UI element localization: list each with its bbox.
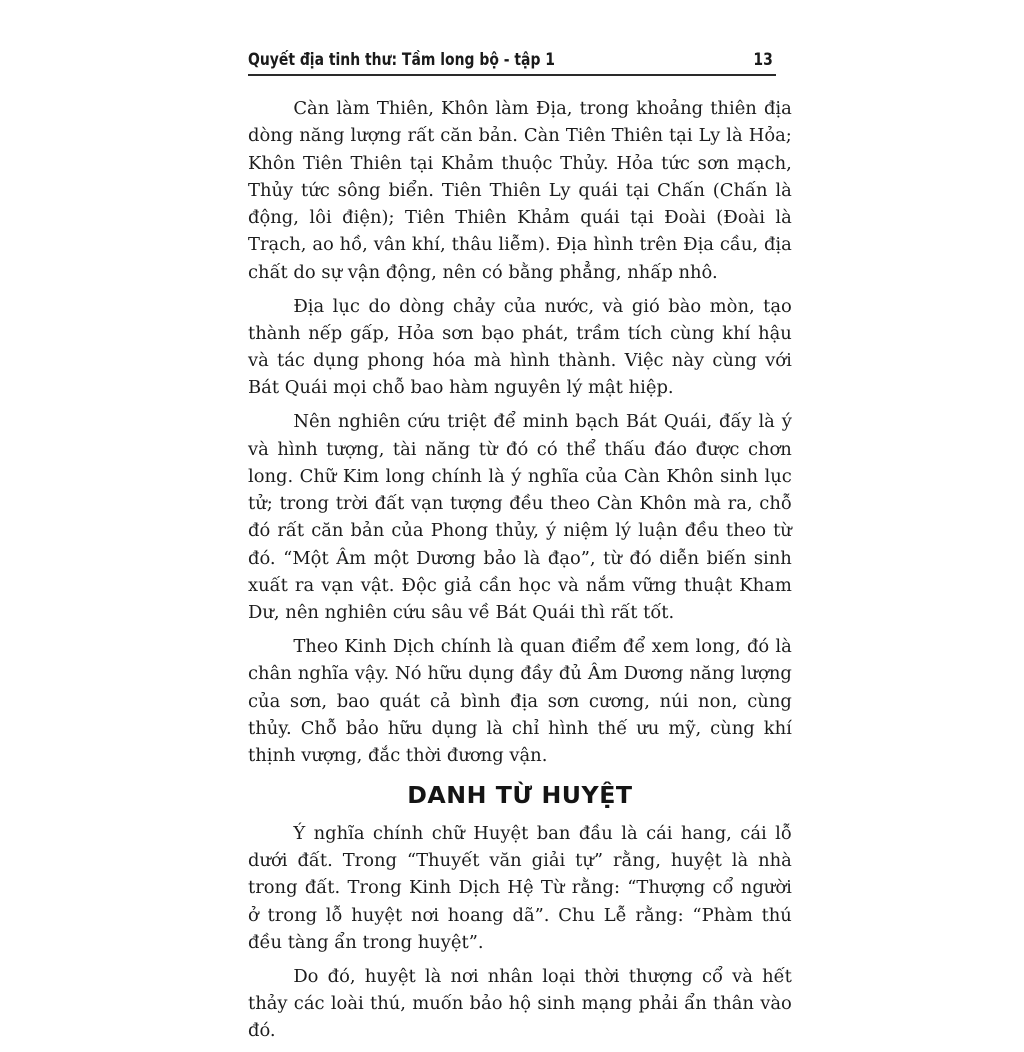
page-number: 13 <box>753 50 773 70</box>
book-title: Quyết địa tinh thư: Tầm long bộ - tập 1 <box>248 50 555 70</box>
paragraph: Do đó, huyệt là nơi nhân loại thời thượng cổ và hết thảy các loài thú, muốn bảo hộ sinh mạng phải ẩn thân vào đó. <box>248 966 792 1042</box>
paragraph: Nên nghiên cứu triệt để minh bạch Bát Quái, đấy là ý và hình tượng, tài năng từ đó có thể thấu đáo được chơn long. Chữ Kim long chính là ý nghĩa của Càn Khôn sinh lục tử; trong trời đất vạn tượng đều theo Càn Khôn mà ra, chỗ đó rất căn bản của Phong thủy, ý niệm lý luận đều theo từ đó. “Một Âm một Dương bảo là đạo”, từ đó diễn biến sinh xuất ra vạn vật. Độc giả cần học và nắm vững thuật Kham Dư, nên nghiên cứu sâu về Bát Quái thì rất tốt. <box>248 412 792 624</box>
body-text <box>248 96 792 1052</box>
paragraph: Càn làm Thiên, Khôn làm Địa, trong khoảng thiên địa dòng năng lượng rất căn bản. Càn Tiên Thiên tại Ly là Hỏa; Khôn Tiên Thiên tại Khảm thuộc Thủy. Hỏa tức sơn mạch, Thủy tức sông biển. Tiên Thiên Ly quái tại Chấn (Chấn là động, lôi điện); Tiên Thiên Khảm quái tại Đoài (Đoài là Trạch, ao hồ, vân khí, thâu liễm). Địa hình trên Địa cầu, địa chất do sự vận động, nên có bằng phẳng, nhấp nhô. <box>248 99 792 283</box>
section-heading: DANH TỪ HUYỆT <box>407 782 633 809</box>
running-header <box>248 46 773 76</box>
paragraph: Theo Kinh Dịch chính là quan điểm để xem long, đó là chân nghĩa vậy. Nó hữu dụng đầy đủ Âm Dương năng lượng của sơn, bao quát cả bình địa sơn cương, núi non, cùng thủy. Chỗ bảo hữu dụng là chỉ hình thế ưu mỹ, cùng khí thịnh vượng, đắc thời đương vận. <box>248 637 792 767</box>
paragraph: Địa lục do dòng chảy của nước, và gió bào mòn, tạo thành nếp gấp, Hỏa sơn bạo phát, trầm tích cùng khí hậu và tác dụng phong hóa mà hình thành. Việc này cùng với Bát Quái mọi chỗ bao hàm nguyên lý mật hiệp. <box>248 296 792 399</box>
header-rule <box>248 74 776 76</box>
paragraph: Ý nghĩa chính chữ Huyệt ban đầu là cái hang, cái lỗ dưới đất. Trong “Thuyết văn giải tự” rằng, huyệt là nhà trong đất. Trong Kinh Dịch Hệ Từ rằng: “Thượng cổ người ở trong lỗ huyệt nơi hoang dã”. Chu Lễ rằng: “Phàm thú đều tàng ẩn trong huyệt”. <box>248 823 792 953</box>
